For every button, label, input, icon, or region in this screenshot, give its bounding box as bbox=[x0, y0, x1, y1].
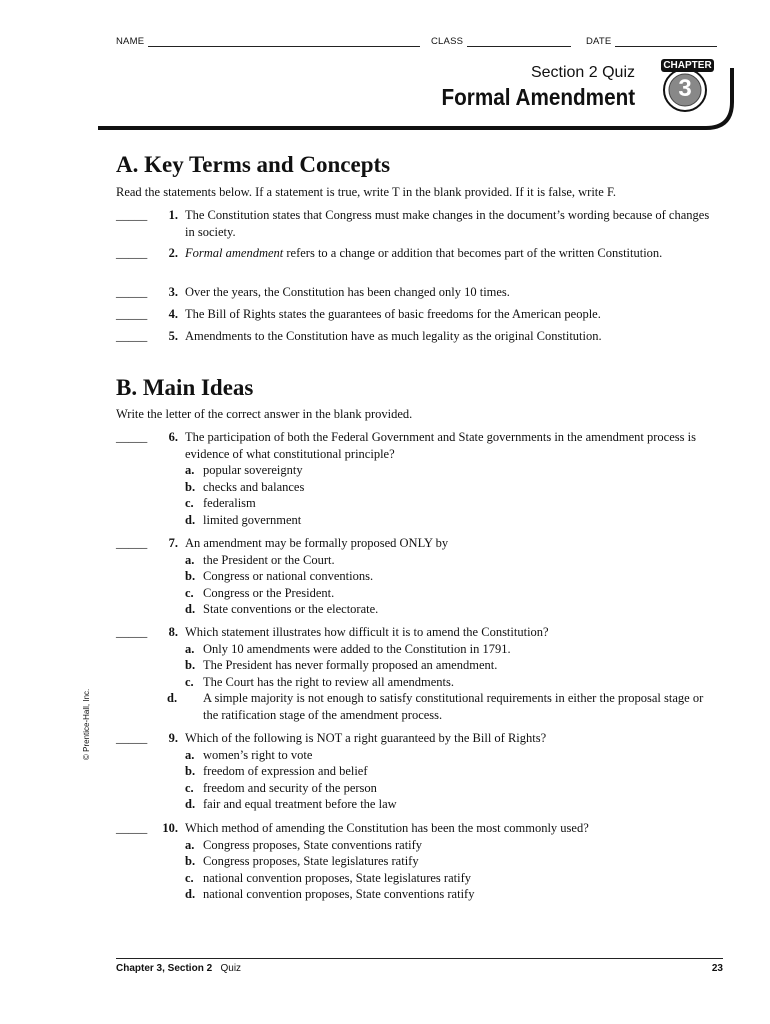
option-b: b. checks and balances bbox=[185, 479, 305, 494]
question-text: Which of the following is NOT a right guaranteed by the Bill of Rights? bbox=[185, 731, 547, 745]
question-number: 4. bbox=[168, 307, 178, 321]
option-c: c. Congress or the President. bbox=[185, 585, 335, 600]
question-text: An amendment may be formally proposed ONLY by bbox=[185, 536, 449, 550]
name-line[interactable] bbox=[148, 37, 420, 47]
option-b: b. The President has never formally proposed an amendment. bbox=[185, 658, 498, 672]
question-8 bbox=[116, 624, 716, 723]
question-number: 9. bbox=[168, 731, 178, 745]
section-b-heading: B. Main Ideas bbox=[116, 375, 254, 400]
section-a-heading: A. Key Terms and Concepts bbox=[116, 152, 391, 177]
question-number: 7. bbox=[168, 536, 178, 550]
option-c: c. freedom and security of the person bbox=[185, 780, 377, 795]
copyright-note: © Prentice-Hall, Inc. bbox=[82, 688, 91, 760]
section-b-instructions: Write the letter of the correct answer in the blank provided. bbox=[116, 407, 413, 421]
question-5 bbox=[116, 328, 716, 345]
question-3 bbox=[116, 284, 716, 301]
answer-blank[interactable]: _____ bbox=[116, 821, 148, 835]
date-label: DATE bbox=[586, 36, 612, 47]
question-number: 3. bbox=[168, 285, 178, 299]
question-2 bbox=[116, 245, 716, 262]
question-text: The Bill of Rights states the guarantees of basic freedoms for the American people. bbox=[185, 307, 601, 321]
footer-chapter-section bbox=[116, 963, 241, 974]
option-a: a. the President or the Court. bbox=[185, 552, 335, 567]
answer-blank[interactable]: _____ bbox=[116, 208, 148, 222]
question-number: 8. bbox=[168, 625, 178, 639]
question-text: Amendments to the Constitution have as much legality as the original Constitution. bbox=[185, 329, 602, 343]
question-10 bbox=[116, 820, 716, 903]
class-line[interactable] bbox=[467, 37, 571, 47]
quiz-subtitle: Section 2 Quiz bbox=[530, 64, 635, 81]
option-b: b. Congress or national conventions. bbox=[185, 569, 374, 583]
option-d: d. fair and equal treatment before the law bbox=[185, 797, 397, 811]
footer-chapter: Chapter 3, Section 2 bbox=[116, 963, 213, 974]
name-label: NAME bbox=[116, 36, 145, 47]
class-label: CLASS bbox=[431, 36, 464, 47]
question-text: Which method of amending the Constitution has been the most commonly used? bbox=[185, 821, 589, 835]
header-curve-rule bbox=[96, 64, 736, 136]
answer-blank[interactable]: _____ bbox=[116, 329, 148, 343]
answer-blank[interactable]: _____ bbox=[116, 246, 148, 260]
question-4 bbox=[116, 306, 716, 323]
class-field bbox=[431, 36, 571, 47]
option-d: d. A simple majority is not enough to satisfy constitutional requirements in either the proposal stage or the ratification stage of the amendment process. bbox=[167, 691, 704, 722]
option-a: a. popular sovereignty bbox=[185, 463, 303, 477]
section-a-instructions: Read the statements below. If a statement is true, write T in the blank provided. If it is false, write F. bbox=[116, 185, 617, 199]
answer-blank[interactable]: _____ bbox=[116, 536, 148, 550]
question-1 bbox=[116, 207, 716, 240]
option-d: d. limited government bbox=[185, 512, 302, 527]
question-number: 5. bbox=[168, 329, 178, 343]
option-c: c. national convention proposes, State legislatures ratify bbox=[185, 870, 471, 885]
question-text: The participation of both the Federal Government and State governments in the amendment process is evidence of what constitutional principle? bbox=[185, 430, 696, 461]
option-a: a. women’s right to vote bbox=[185, 747, 313, 762]
option-a: a. Only 10 amendments were added to the Constitution in 1791. bbox=[185, 641, 511, 656]
chapter-label: CHAPTER bbox=[663, 60, 712, 71]
option-d: d. national convention proposes, State conventions ratify bbox=[185, 887, 475, 901]
question-number: 10. bbox=[162, 821, 178, 835]
option-b: b. Congress proposes, State legislatures ratify bbox=[185, 854, 419, 868]
answer-blank[interactable]: _____ bbox=[116, 625, 148, 639]
key-term: Formal amendment bbox=[185, 246, 284, 260]
question-number: 2. bbox=[168, 246, 178, 260]
chapter-badge bbox=[660, 57, 715, 113]
question-text: Formal amendment refers to a change or addition that becomes part of the written Constitution. bbox=[185, 246, 663, 260]
option-c: c. The Court has the right to review all amendments. bbox=[185, 674, 454, 689]
question-7 bbox=[116, 535, 716, 618]
option-d: d. State conventions or the electorate. bbox=[185, 602, 379, 616]
question-text: The Constitution states that Congress must make changes in the document’s wording because of changes in society. bbox=[185, 208, 710, 239]
quiz-title: Formal Amendment bbox=[441, 84, 635, 110]
answer-blank[interactable]: _____ bbox=[116, 307, 148, 321]
question-number: 6. bbox=[168, 430, 178, 444]
answer-blank[interactable]: _____ bbox=[116, 285, 148, 299]
question-text: Which statement illustrates how difficult it is to amend the Constitution? bbox=[185, 625, 549, 639]
footer-rule bbox=[116, 958, 723, 959]
answer-blank[interactable]: _____ bbox=[116, 731, 148, 745]
name-field bbox=[116, 36, 420, 47]
option-c: c. federalism bbox=[185, 496, 256, 510]
option-b: b. freedom of expression and belief bbox=[185, 764, 368, 778]
chapter-number: 3 bbox=[678, 75, 692, 102]
page-number: 23 bbox=[711, 963, 723, 974]
date-line[interactable] bbox=[615, 37, 717, 47]
question-6 bbox=[116, 429, 716, 528]
answer-blank[interactable]: _____ bbox=[116, 430, 148, 444]
option-a: a. Congress proposes, State conventions ratify bbox=[185, 837, 423, 852]
date-field bbox=[586, 36, 717, 47]
question-text: Over the years, the Constitution has been changed only 10 times. bbox=[185, 285, 510, 299]
footer-quiz-label: Quiz bbox=[220, 963, 242, 974]
question-number: 1. bbox=[168, 208, 178, 222]
question-9 bbox=[116, 730, 716, 813]
